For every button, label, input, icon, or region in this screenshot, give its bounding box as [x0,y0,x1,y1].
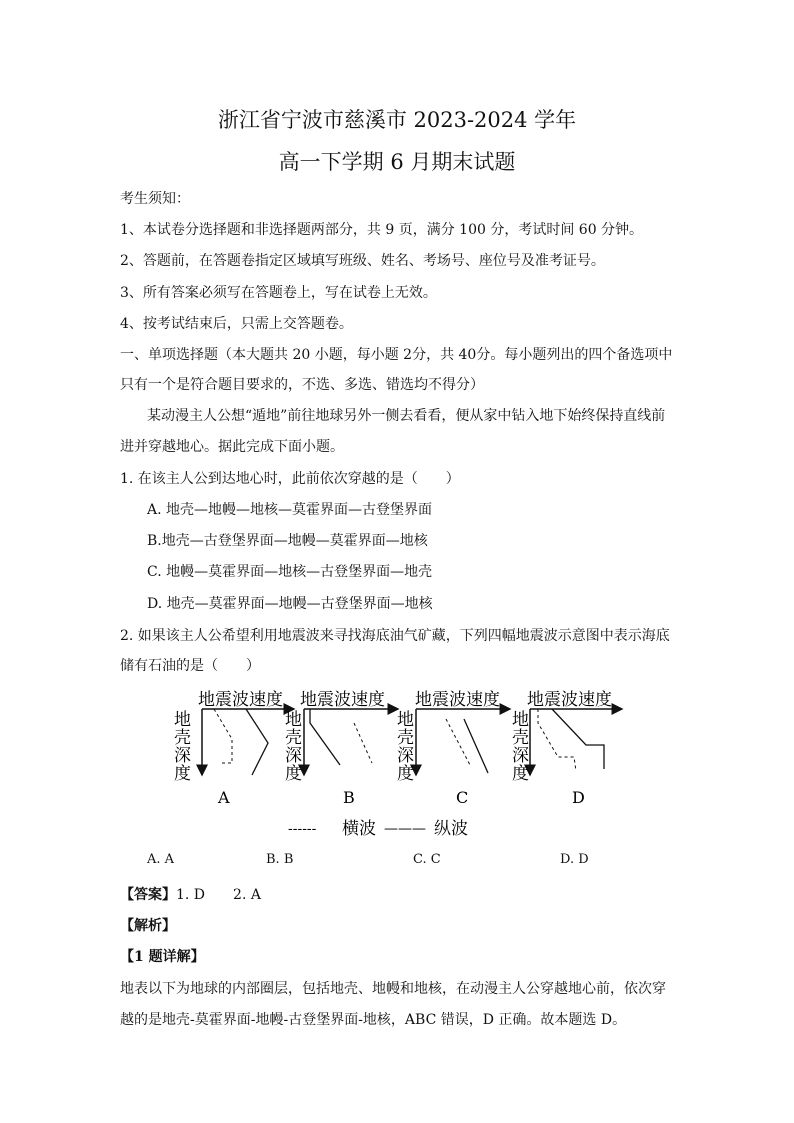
panel-b-y-label-3: 深 [285,746,302,766]
panel-d-y-label-3: 深 [512,746,529,766]
answer-text: 1. D 2. A [176,887,261,903]
notice-1: 1、本试卷分选择题和非选择题两部分，共 9 页，满分 100 分，考试时间 60 分钟。 [120,222,644,238]
figure-legend [288,819,468,839]
panel-d [512,690,622,807]
panel-b-y-label-4: 度 [285,764,302,784]
analysis-label: 【解析】 [120,918,176,934]
stem-line-2: 进并穿越地心。据此完成下面小题。 [120,439,344,455]
panel-a-longitudinal-wave [246,709,268,775]
panel-b-y-label-1: 地 [285,710,302,730]
panel-b-shear-wave [354,723,372,763]
title-line-2: 高一下学期 6 月期末试题 [278,150,516,174]
answer-line [120,884,261,904]
detail-label: 【1 题详解】 [120,949,205,965]
panel-d-longitudinal-wave [552,709,604,769]
legend-solid-sample: ——— [384,821,426,837]
panel-b-y-label-2: 壳 [285,728,302,748]
panel-a-y-label-1: 地 [174,710,191,730]
notice-3: 3、所有答案必须写在答题卷上，写在试卷上无效。 [120,285,437,301]
panel-d-shear-wave [538,709,576,771]
panel-d-y-label-4: 度 [512,764,529,784]
panel-b [285,690,398,807]
panel-c-longitudinal-wave [464,719,488,773]
q1-option-d: D. 地壳—莫霍界面—地幔—古登堡界面—地核 [147,596,433,612]
q2-choice-c: C. C [413,852,441,867]
explanation-line-2: 越的是地壳-莫霍界面-地幔-古登堡界面-地核，ABC 错误，D 正确。故本题选 D。 [120,1012,627,1028]
panel-b-x-label: 地震波速度 [300,690,385,710]
answer-label: 【答案】 [120,887,176,903]
q2-choice-b: B. B [266,852,294,867]
panel-c-y-label-2: 壳 [397,728,414,748]
question-2-line-1: 2. 如果该主人公希望利用地震波来寻找海底油气矿藏，下列四幅地震波示意图中表示海底 [120,628,670,644]
panel-a-shear-wave [214,709,232,763]
notice-heading: 考生须知： [120,191,190,207]
panel-c-y-label-4: 度 [397,764,414,784]
q2-choice-a: A. A [147,852,175,867]
q2-choice-d: D. D [560,852,589,867]
question-1: 1. 在该主人公到达地心时，此前依次穿越的是（ ） [120,471,460,487]
panel-c-x-label: 地震波速度 [415,690,500,710]
legend-shear-label: 横波 [342,819,376,839]
panel-a-y-label-2: 壳 [174,728,191,748]
panel-a-x-label: 地震波速度 [198,690,283,710]
panel-b-letter: B [343,788,355,807]
legend-longitudinal-label: 纵波 [434,819,468,839]
q1-option-b: B.地壳—古登堡界面—地幔—莫霍界面—地核 [147,533,428,549]
explanation-line-1: 地表以下为地球的内部圈层，包括地壳、地幔和地核，在动漫主人公穿越地心前，依次穿 [120,981,666,997]
stem-line-1: 某动漫主人公想“遁地”前往地球另外一侧去看看，便从家中钻入地下始终保持直线前 [147,408,666,424]
panel-a-y-label-4: 度 [174,764,191,784]
panel-c-y-label-1: 地 [397,710,414,730]
panel-c-letter: C [456,788,469,807]
seismic-wave-figure [160,683,630,847]
panel-d-y-label-2: 壳 [512,728,529,748]
notice-4: 4、按考试结束后，只需上交答题卷。 [120,316,353,332]
panel-d-x-label: 地震波速度 [527,690,612,710]
q1-option-c: C. 地幔—莫霍界面—地核—古登堡界面—地壳 [147,564,433,580]
section-heading-line-1: 一、单项选择题（本大题共 20 小题，每小题 2分，共 40分。每小题列出的四个备选项中 [120,347,673,363]
title-line-1: 浙江省宁波市慈溪市 2023-2024 学年 [217,108,577,132]
panel-d-letter: D [572,788,585,807]
notice-2: 2、答题前，在答题卷指定区域填写班级、姓名、考场号、座位号及准考证号。 [120,253,605,269]
panel-a-letter: A [218,788,230,807]
legend-dash-sample: ------ [288,821,317,837]
panel-c-y-label-3: 深 [397,746,414,766]
panel-a-y-label-3: 深 [174,746,191,766]
section-heading-line-2: 只有一个是符合题目要求的，不选、多选、错选均不得分） [120,377,484,393]
panel-a [174,690,294,807]
panel-c [397,690,510,807]
question-2-line-2: 储有石油的是（ ） [120,658,260,674]
q1-option-a: A. 地壳—地幔—地核—莫霍界面—古登堡界面 [147,502,433,518]
panel-d-y-label-1: 地 [512,710,529,730]
panel-b-longitudinal-wave [310,709,340,765]
